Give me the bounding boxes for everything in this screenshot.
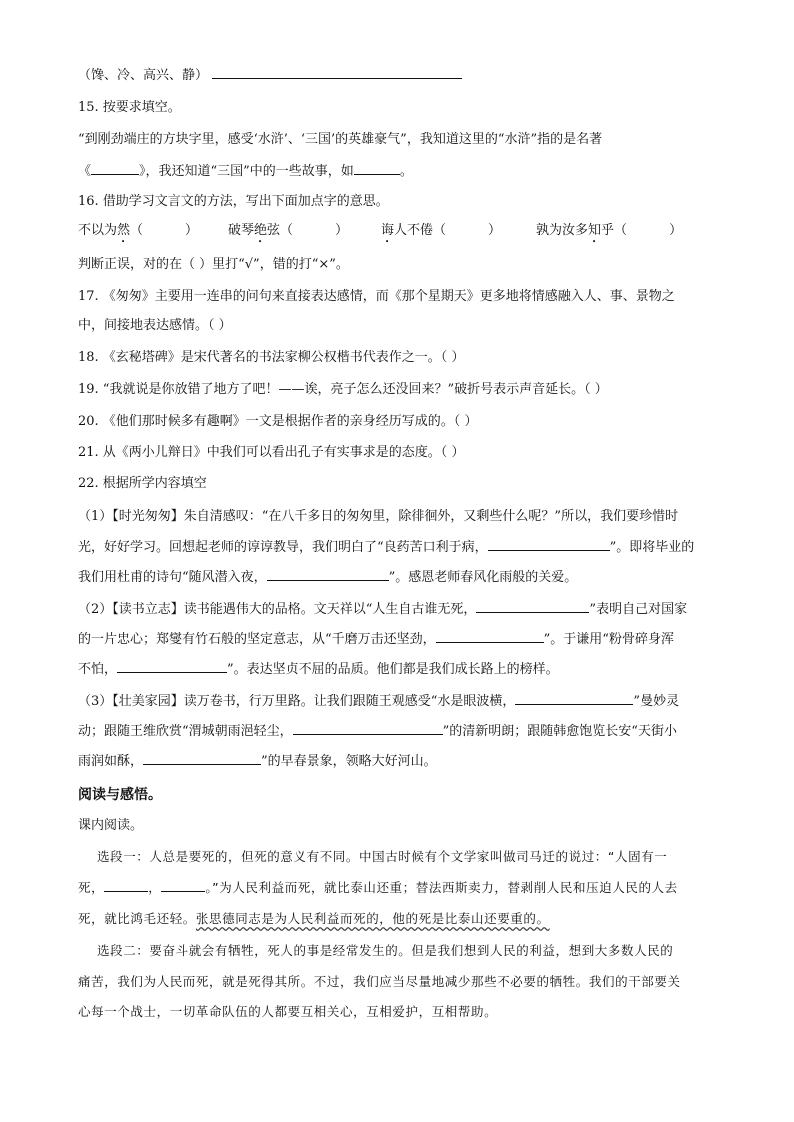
q22-blank[interactable]	[117, 660, 227, 673]
passage1-line1: 选段一：人总是要死的，但死的意义有不同。中国古时候有个文学家叫做司马迁的说过：“人固有一	[97, 849, 668, 864]
q15-story-blank[interactable]	[354, 162, 400, 175]
underlined-sentence: 张思德同志是为人民利益而死的，他的死是比泰山还要重的。	[195, 911, 550, 926]
q22-p2-line3: 不怕， ”。表达坚贞不屈的品质。他们都是我们成长路上的榜样。	[78, 662, 559, 677]
q22-title: 22. 根据所学内容填空	[78, 476, 207, 491]
q22-p3-line2: 动；跟随王维欣赏“渭城朝雨浥轻尘， ”的清新明朗；跟随韩愈饱览长安“天街小	[78, 724, 677, 739]
q22-p3-line3: 雨润如酥， ”的早春景象，领略大好河山。	[78, 754, 437, 769]
q15-title: 15. 按要求填空。	[78, 100, 181, 115]
section-heading: 阅读与感悟。	[78, 787, 162, 803]
q15-book-blank[interactable]	[91, 162, 139, 175]
q16-title: 16. 借助学习文言文的方法，写出下面加点字的意思。	[78, 194, 389, 209]
passage1-line3: 死，就比鸿毛还轻。张思德同志是为人民利益而死的，他的死是比泰山还要重的。	[78, 911, 550, 926]
section-subheading: 课内阅读。	[78, 818, 144, 833]
judge-intro: 判断正误，对的在（ ）里打“√”，错的打“×”。	[78, 257, 349, 272]
q16-item: 破琴绝弦（ ）	[228, 223, 349, 238]
q22-blank[interactable]	[515, 692, 633, 705]
passage1-line2: 死， ， 。”为人民利益而死，就比泰山还重；替法西斯卖力，替剥削人民和压迫人民的人去	[78, 880, 678, 895]
q16-item: 孰为汝多知乎（ ）	[536, 223, 683, 238]
passage2-line2: 痛苦，我们为人民而死，就是死得其所。不过，我们应当尽量地减少那些不必要的牺牲。我们的干部要关	[78, 974, 681, 989]
passage2-line1: 选段二：要奋斗就会有牺牲，死人的事是经常发生的。但是我们想到人民的利益，想到大多数人民的	[97, 943, 674, 958]
q22-p2-line2: 的一片忠心；郑燮有竹石般的坚定意志，从“千磨万击还坚劲， ”。于谦用“粉骨碎身浑	[78, 632, 674, 647]
q17-line2: 中，间接地表达感情。（ ）	[78, 318, 232, 333]
q22-blank[interactable]	[143, 752, 261, 765]
passage2-line3: 心每一个战士，一切革命队伍的人都要互相关心，互相爱护，互相帮助。	[78, 1004, 498, 1019]
q22-blank[interactable]	[436, 630, 544, 643]
q18: 18. 《玄秘塔碑》是宋代著名的书法家柳公权楷书代表作之一。（ ）	[78, 350, 465, 365]
q22-blank[interactable]	[476, 600, 589, 613]
q19: 19. “我就说是你放错了地方了吧！——诶，亮子怎么还没回来？”破折号表示声音延长。（ ）	[78, 382, 608, 397]
q22-blank[interactable]	[293, 722, 443, 735]
q22-p1-line1: （1）【时光匆匆】朱自清感叹：“在八千多日的匆匆里，除徘徊外，又剩些什么呢？”所以，我们要珍惜时	[78, 509, 679, 524]
passage-blank[interactable]	[161, 879, 205, 892]
q21: 21. 从《两小儿辩日》中我们可以看出孔子有实事求是的态度。（ ）	[78, 445, 465, 460]
passage-blank[interactable]	[104, 879, 148, 892]
q22-blank[interactable]	[488, 538, 610, 551]
q14-answer-blank[interactable]	[212, 66, 462, 79]
q16-item: 不以为然（ ）	[78, 223, 199, 238]
q14-words: （馋、冷、高兴、静）	[78, 68, 209, 83]
q17-line1: 17. 《匆匆》主要用一连串的问句来直接表达感情，而《那个星期天》更多地将情感融入人、事、景物之	[78, 289, 675, 304]
q16-item: 诲人不倦（ ）	[381, 223, 502, 238]
q15-line2: 《 》，我还知道“三国”中的一些故事，如 。	[78, 164, 413, 179]
q22-p2-line1: （2）【读书立志】读书能遇伟大的品格。文天祥以“人生自古谁无死， ”表明自己对国家	[78, 602, 688, 617]
q22-p1-line2: 光，好好学习。回想起老师的谆谆教导，我们明白了“良药苦口利于病， ”。即将毕业的	[78, 540, 695, 555]
q20: 20. 《他们那时候多有趣啊》一文是根据作者的亲身经历写成的。（ ）	[78, 414, 478, 429]
q15-line1: “到刚劲端庄的方块字里，感受‘水浒’、‘三国’的英雄豪气”，我知道这里的“水浒”指的是名著	[78, 132, 603, 147]
q22-p1-line3: 我们用杜甫的诗句“随风潜入夜， ”。感恩老师春风化雨般的关爱。	[78, 570, 578, 585]
q14-line	[78, 66, 462, 85]
q22-blank[interactable]	[267, 568, 389, 581]
q22-p3-line1: （3）【壮美家园】读万卷书，行万里路。让我们跟随王观感受“水是眼波横， ”曼妙灵	[78, 694, 680, 709]
